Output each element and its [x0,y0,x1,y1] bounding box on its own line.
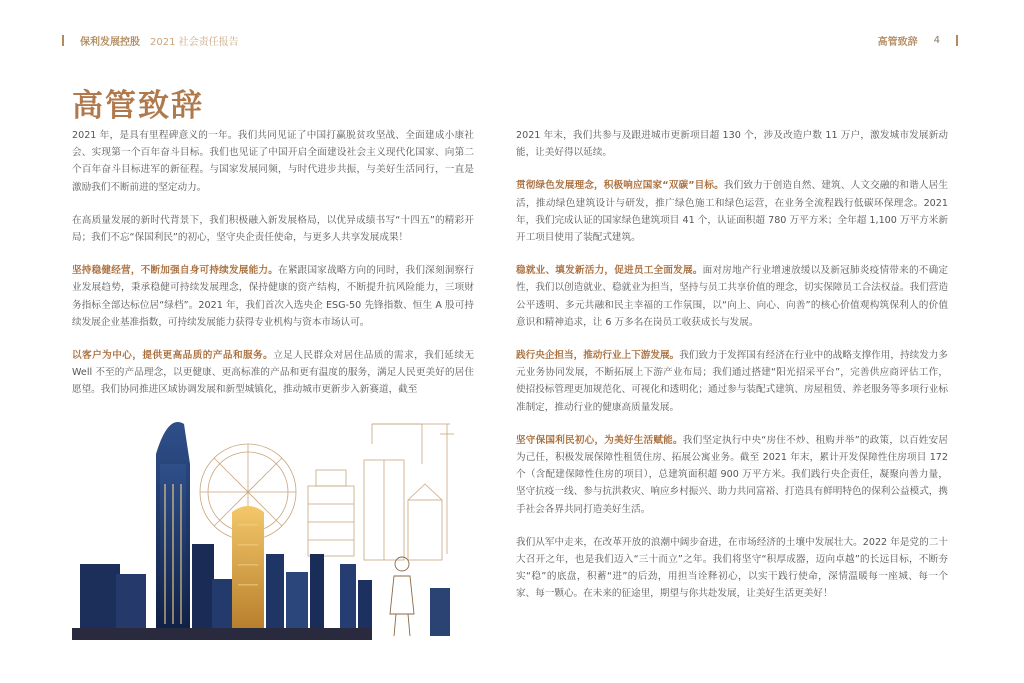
paragraph [516,177,948,246]
running-header-left [62,33,239,48]
right-column [516,127,948,619]
paragraph: 2021 年末，我们共参与及跟进城市更新项目超 130 个，涉及改造户数 11 万户，激发城市发展新动能，让美好得以延续。 [516,130,948,159]
paragraph: 我们从军中走来，在改革开放的浪潮中阔步奋进，在市场经济的土壤中发展壮大。2022 年是党的二十大召开之年，也是我们迈入“三十而立”之年。我们将坚守“积厚成器，迈向卓越”的长远目标，不断夯实“稳”的底盘，积蓄“进”的后劲，用担当诠释初心，以实干践行使命，深情温暖每一座城、每一个家、每一颗心。在未来的征途里，期望与你共赴发展，让美好生活更美好！ [516,536,948,600]
paragraph [516,262,948,331]
paragraph-lead: 以客户为中心，提供更高品质的产品和服务。 [72,350,274,362]
paragraph [72,347,474,399]
city-skyline-illustration [72,404,482,640]
paragraph-lead: 坚守保国利民初心，为美好生活赋能。 [516,434,683,446]
paragraph: 2021 年，是具有里程碑意义的一年。我们共同见证了中国打赢脱贫攻坚战、全面建成小康社会、实现第一个百年奋斗目标。我们也见证了中国开启全面建设社会主义现代化国家、向第二个百年奋斗目标进军的新征程。与国家发展同频，与时代进步共振，与美好生活同行，一直是激励我们不断前进的坚定动力。 [72,130,474,193]
paragraph-lead: 践行央企担当，推动行业上下游发展。 [516,350,680,362]
running-header-right [878,33,958,48]
paragraph [516,432,948,518]
left-column [72,127,474,415]
header-bar-decoration [956,35,958,46]
header-bar-decoration [62,35,64,46]
page-title: 高管致辞 [72,88,204,124]
paragraph-body: 在紧跟国家战略方向的同时，我们深刻洞察行业发展趋势，秉承稳健可持续发展理念，保持健康的资产结构，不断提升抗风险能力，三项财务指标全部达标位居“绿档”。2021 年，我们首次入选央企 ESG-50 先锋指数、恒生 A 股可持续发展企业基准指数，可持续发展能力获得专业机构与资本市场认可。 [72,265,475,328]
paragraph-body: 我们致力于创造自然、建筑、人文交融的和谐人居生活，推动绿色建筑设计与研发，推广绿色施工和绿色运营，在业务全流程践行低碳环保理念。2021 年，我们完成认证的国家绿色建筑项目 41 个，认证面积超 780 万平方米；全年超 1,100 万平方米新开工项目使用了装配式建筑。 [516,180,948,244]
company-name: 保利发展控股 [80,37,140,48]
paragraph-lead: 坚持稳健经营，不断加强自身可持续发展能力。 [72,265,279,277]
section-name: 高管致辞 [877,37,918,48]
paragraph-lead: 稳就业、填发新活力，促进员工全面发展。 [516,265,703,277]
paragraph [72,262,474,331]
paragraph-body: 面对房地产行业增速放缓以及新冠肺炎疫情带来的不确定性，我们以创造就业、稳就业为担当，坚持与员工共享价值的理念，切实保障员工合法权益。我们营造公平透明、多元共融和民主幸福的工作氛围，以“向上、向心、向善”的核心价值观构筑保利人的价值意识和精神追求，让 6 万多名在岗员工收获成长与发展。 [516,265,949,328]
page-number: 4 [933,35,940,46]
paragraph-body: 立足人民群众对居住品质的需求，我们延续无 Well 不至的产品理念，以更健康、更高标准的产品和更有温度的服务，满足人民更美好的居住愿望。我们协同推进区域协调发展和新型城镇化，推动城市更新步入新赛道，截至 [72,350,474,396]
report-title: 2021 社会责任报告 [150,37,239,48]
paragraph: 在高质量发展的新时代背景下，我们积极融入新发展格局，以优异成绩书写“十四五”的精彩开局；我们不忘“保国利民”的初心，坚守央企责任使命，与更多人共享发展成果！ [72,214,474,244]
paragraph-body: 我们坚定执行中央“房住不炒、租购并举”的政策，以百姓安居为己任，积极发展保障性租赁住房、拓展公寓业务。截至 2021 年末，累计开发保障性住房项目 172 个（含配建保障性住房的项目），总建筑面积超 900 万平方米。我们践行央企责任，凝聚向善力量，坚守抗疫一线、参与抗洪救灾、响应乡村振兴、助力共同富裕、打造具有鲜明特色的保利公益模式，携手社会各界共同打造美好生活。 [516,434,948,515]
paragraph-body: 我们致力于发挥国有经济在行业中的战略支撑作用，持续发力多元业务协同发展，不断拓展上下游产业布局；我们通过搭建“阳光招采平台”，完善供应商评估工作，使招投标管理更加规范化、可视化和透明化；通过参与装配式建筑、房屋租赁、养老服务等多项行业标准制定，推动行业的健康高质量发展。 [516,350,949,413]
paragraph [516,347,948,416]
paragraph-lead: 贯彻绿色发展理念，积极响应国家“双碳”目标。 [516,180,724,192]
